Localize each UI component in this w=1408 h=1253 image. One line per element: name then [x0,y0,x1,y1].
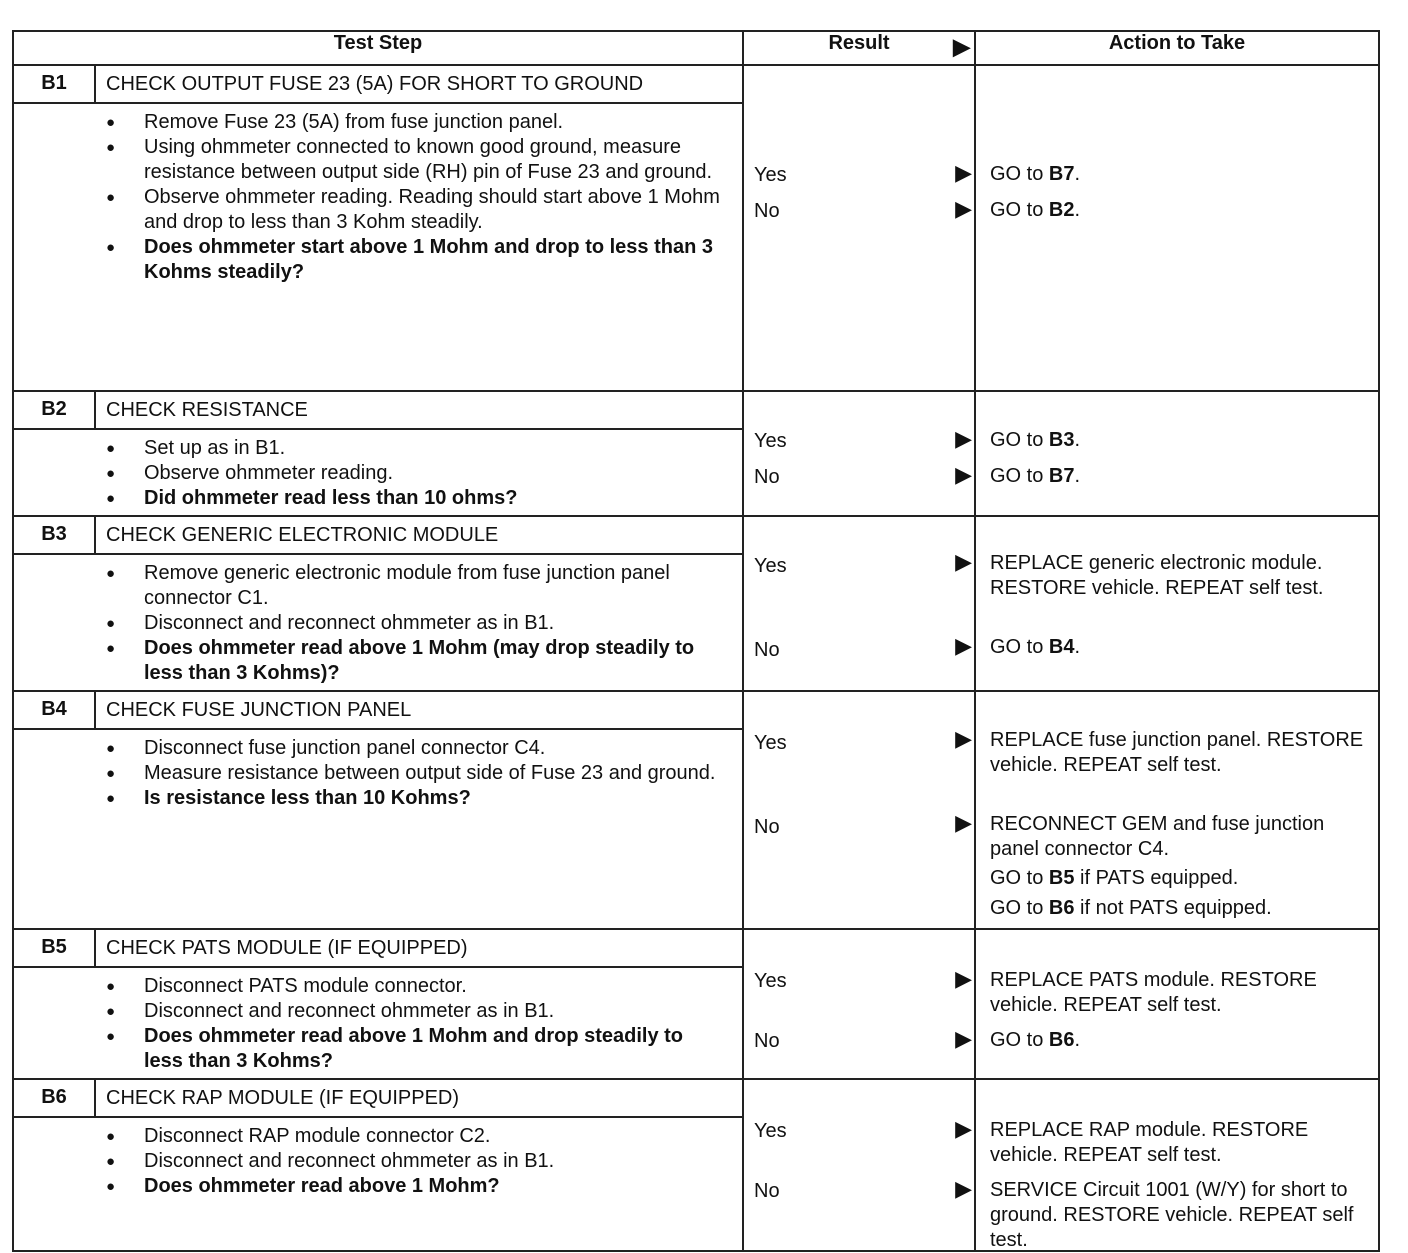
result-no: No [754,1180,780,1202]
result-cell [743,65,975,391]
result-yes: Yes [754,1120,787,1142]
step-bullets [14,104,742,289]
action-yes: REPLACE PATS module. RESTORE vehicle. REPEAT self test. [990,969,1317,1016]
step-cell [13,516,743,691]
action-text: GO to [990,867,1049,889]
step-reference-link[interactable]: B4 [1048,636,1075,658]
action-no: RECONNECT GEM and fuse junction panel connector C4. [990,813,1325,860]
bullet-item: ● Observe ohmmeter reading. [106,461,722,486]
bullet-item: ● Measure resistance between output side of Fuse 23 and ground. [106,761,722,786]
result-cell [743,929,975,1079]
arrow-right-icon: ▶ [955,1176,972,1201]
action-text: GO to [990,429,1049,451]
bullet-item: ● Disconnect and reconnect ohmmeter as in B1. [106,999,722,1024]
action-cell [975,65,1379,391]
bullet-item: ● Set up as in B1. [106,436,722,461]
action-text: if not PATS equipped. [1074,897,1272,919]
action-text: . [1074,199,1081,221]
bullet-question: ● Does ohmmeter read above 1 Mohm? [106,1174,722,1199]
action-yes: REPLACE fuse junction panel. RESTORE vehicle. REPEAT self test. [990,729,1364,776]
step-bullets [14,730,742,815]
step-title-row [14,1080,742,1118]
step-cell [13,65,743,391]
action-text: GO to [990,199,1049,221]
step-reference-link[interactable]: B6 [1048,897,1075,919]
header-result-label: Result [828,32,890,54]
result-cell [743,391,975,516]
arrow-right-icon: ▶ [955,1026,972,1051]
step-row-b5 [13,929,1379,1079]
step-bullets [14,555,742,690]
arrow-right-icon: ▶ [955,196,972,221]
step-title-row [14,517,742,555]
step-title: CHECK PATS MODULE (IF EQUIPPED) [106,937,468,959]
action-no [990,198,1372,223]
result-yes: Yes [754,970,787,992]
action-text: . [1074,429,1081,451]
result-no: No [754,200,780,222]
action-yes [990,162,1372,187]
action-cell [975,929,1379,1079]
action-yes: REPLACE RAP module. RESTORE vehicle. REPEAT self test. [990,1119,1309,1166]
bullet-item: ● Observe ohmmeter reading. Reading should start above 1 Mohm and drop to less than 3 Kohm steadily. [106,185,722,235]
header-result [743,31,975,65]
action-text: . [1074,163,1081,185]
arrow-right-icon: ▶ [955,810,972,835]
arrow-right-icon: ▶ [955,726,972,751]
result-yes: Yes [754,555,787,577]
step-cell [13,691,743,929]
header-test-step: Test Step [13,31,743,65]
action-text: . [1074,1029,1081,1051]
step-bullets [14,968,742,1078]
header-action: Action to Take [975,31,1379,65]
step-id: B4 [14,692,96,728]
arrow-right-icon: ▶ [955,966,972,991]
step-id: B2 [14,392,96,428]
step-cell [13,1079,743,1251]
action-no [990,635,1372,660]
step-row-b4 [13,691,1379,929]
bullet-question: ● Does ohmmeter start above 1 Mohm and drop to less than 3 Kohms steadily? [106,235,722,285]
step-title-row [14,392,742,430]
bullet-item: ● Disconnect and reconnect ohmmeter as in B1. [106,611,722,636]
bullet-item: ● Disconnect and reconnect ohmmeter as in B1. [106,1149,722,1174]
header-row [13,31,1379,65]
step-row-b2 [13,391,1379,516]
action-cell [975,1079,1379,1251]
action-cell [975,516,1379,691]
step-id: B1 [14,66,96,102]
step-id: B6 [14,1080,96,1116]
step-title: CHECK GENERIC ELECTRONIC MODULE [106,524,499,546]
action-text: GO to [990,465,1049,487]
bullet-item: ● Remove generic electronic module from fuse junction panel connector C1. [106,561,722,611]
arrow-right-icon: ▶ [955,426,972,451]
action-no [990,464,1372,489]
action-no: SERVICE Circuit 1001 (W/Y) for short to ground. RESTORE vehicle. REPEAT self test. [990,1179,1354,1251]
step-row-b3 [13,516,1379,691]
arrow-right-icon: ▶ [955,549,972,574]
result-cell [743,1079,975,1251]
step-title: CHECK OUTPUT FUSE 23 (5A) FOR SHORT TO GROUND [106,73,644,95]
action-no-not-pats [990,896,1372,921]
bullet-question: ● Does ohmmeter read above 1 Mohm (may drop steadily to less than 3 Kohms)? [106,636,722,686]
step-title: CHECK RAP MODULE (IF EQUIPPED) [106,1087,460,1109]
step-title-row [14,692,742,730]
step-bullets [14,430,742,515]
arrow-right-icon: ▶ [955,462,972,487]
action-cell [975,391,1379,516]
arrow-right-icon: ▶ [955,1116,972,1141]
step-reference-link[interactable]: B3 [1048,429,1075,451]
step-reference-link[interactable]: B7 [1048,163,1075,185]
step-title: CHECK FUSE JUNCTION PANEL [106,699,412,721]
step-bullets [14,1118,742,1203]
action-text: . [1074,465,1081,487]
action-cell [975,691,1379,929]
result-yes: Yes [754,732,787,754]
step-reference-link[interactable]: B5 [1048,867,1075,889]
action-yes: REPLACE generic electronic module. RESTORE vehicle. REPEAT self test. [990,552,1324,599]
bullet-question: ● Did ohmmeter read less than 10 ohms? [106,486,722,511]
step-row-b1 [13,65,1379,391]
step-reference-link[interactable]: B7 [1048,465,1075,487]
step-title-row [14,66,742,104]
bullet-item: ● Disconnect fuse junction panel connector C4. [106,736,722,761]
bullet-item: ● Using ohmmeter connected to known good ground, measure resistance between output side (RH) pin of Fuse 23 and ground. [106,135,722,185]
result-no: No [754,1030,780,1052]
step-title-row [14,930,742,968]
bullet-item: ● Disconnect RAP module connector C2. [106,1124,722,1149]
bullet-item: ● Disconnect PATS module connector. [106,974,722,999]
result-no: No [754,639,780,661]
action-text: GO to [990,636,1049,658]
step-id: B3 [14,517,96,553]
bullet-question: ● Is resistance less than 10 Kohms? [106,786,722,811]
step-id: B5 [14,930,96,966]
result-yes: Yes [754,164,787,186]
action-no-pats [990,866,1372,891]
result-no: No [754,816,780,838]
diagnostic-table-wrapper [12,30,1378,1252]
action-text: GO to [990,897,1049,919]
step-row-b6 [13,1079,1379,1251]
step-title: CHECK RESISTANCE [106,399,308,421]
step-cell [13,929,743,1079]
bullet-item: ● Remove Fuse 23 (5A) from fuse junction panel. [106,110,722,135]
result-cell [743,516,975,691]
arrow-right-icon: ▶ [955,633,972,658]
step-reference-link[interactable]: B2 [1048,199,1075,221]
action-text: . [1074,636,1081,658]
action-no [990,1028,1372,1053]
bullet-question: ● Does ohmmeter read above 1 Mohm and drop steadily to less than 3 Kohms? [106,1024,722,1074]
action-text: GO to [990,1029,1049,1051]
action-text: GO to [990,163,1049,185]
step-cell [13,391,743,516]
result-yes: Yes [754,430,787,452]
diagnostic-table [12,30,1380,1252]
result-no: No [754,466,780,488]
result-cell [743,691,975,929]
step-reference-link[interactable]: B6 [1048,1029,1075,1051]
action-text: if PATS equipped. [1074,867,1239,889]
action-yes [990,428,1372,453]
arrow-right-icon: ▶ [953,34,970,59]
arrow-right-icon: ▶ [955,160,972,185]
